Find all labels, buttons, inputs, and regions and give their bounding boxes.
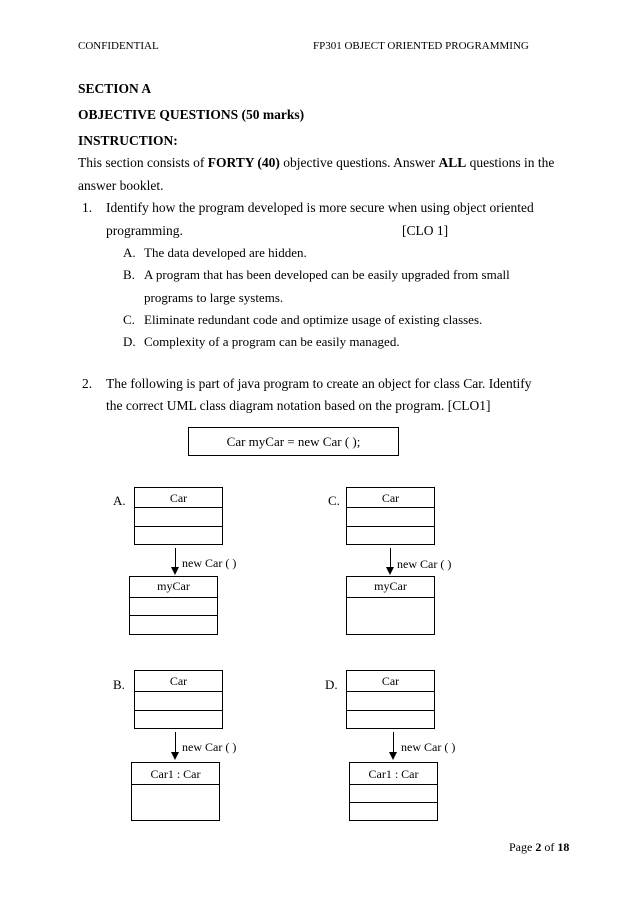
diagram-b-arrow: [175, 732, 176, 753]
diagram-b-class-name: Car: [135, 671, 222, 692]
diagram-b-arrow-label: new Car ( ): [182, 740, 237, 754]
section-title: SECTION A: [78, 81, 152, 96]
diagram-a-object-box: [129, 576, 218, 635]
diagram-a-attributes: [135, 508, 222, 527]
diagram-b-object-body: [132, 785, 219, 820]
diagram-b-attributes: [135, 692, 222, 711]
q2-number: 2.: [82, 376, 93, 391]
q2-text-line2: the correct UML class diagram notation based on the program. [CLO1]: [106, 398, 491, 413]
diagram-c-class-box: [346, 487, 435, 545]
diagram-d-object-name: Car1 : Car: [350, 763, 437, 785]
q1-text-line2: programming.: [106, 223, 183, 238]
q1-option-b-text-line2: programs to large systems.: [144, 290, 284, 305]
diagram-d-arrow-label: new Car ( ): [401, 740, 456, 754]
diagram-a-class-box: [134, 487, 223, 545]
diagram-c-letter: C.: [328, 493, 340, 508]
diagram-a-methods: [135, 527, 222, 544]
instruction-heading: INSTRUCTION:: [78, 133, 178, 148]
diagram-c-methods: [347, 527, 434, 544]
diagram-a-class-name: Car: [135, 488, 222, 508]
diagram-a-arrow: [175, 548, 176, 568]
q2-text-line1: The following is part of java program to create an object for class Car. Identify: [106, 376, 532, 391]
diagram-c-class-name: Car: [347, 488, 434, 508]
q1-option-d-text: Complexity of a program can be easily managed.: [144, 334, 400, 349]
diagram-d-class-box: [346, 670, 435, 729]
diagram-b-class-box: [134, 670, 223, 729]
q1-option-b-text: A program that has been developed can be easily upgraded from small: [144, 267, 510, 282]
diagram-b-methods: [135, 711, 222, 728]
q1-option-c-text: Eliminate redundant code and optimize usage of existing classes.: [144, 312, 483, 327]
diagram-d-attributes: [347, 692, 434, 711]
q1-option-d-letter: D.: [123, 334, 136, 349]
diagram-c-object-body: [347, 598, 434, 634]
diagram-d-object-methods: [350, 803, 437, 820]
diagram-d-object-attrs: [350, 785, 437, 803]
diagram-c-object-box: [346, 576, 435, 635]
diagram-d-class-name: Car: [347, 671, 434, 692]
diagram-c-attributes: [347, 508, 434, 527]
diagram-d-object-box: [349, 762, 438, 821]
header-left: CONFIDENTIAL: [78, 40, 159, 52]
diagram-a-object-methods: [130, 616, 217, 634]
code-snippet-box: Car myCar = new Car ( );: [188, 427, 399, 456]
header-right: FP301 OBJECT ORIENTED PROGRAMMING: [313, 40, 529, 52]
diagram-c-arrow: [390, 548, 391, 568]
q1-number: 1.: [82, 200, 93, 215]
diagram-c-arrow-label: new Car ( ): [397, 557, 452, 571]
instruction-text: This section consists of FORTY (40) objective questions. Answer ALL questions in the: [78, 155, 555, 170]
diagram-b-letter: B.: [113, 677, 125, 692]
q1-clo: [CLO 1]: [402, 223, 449, 238]
q1-option-a-letter: A.: [123, 245, 136, 260]
diagram-d-arrow: [393, 732, 394, 753]
diagram-a-object-name: myCar: [130, 577, 217, 598]
q1-option-a-text: The data developed are hidden.: [144, 245, 307, 260]
q1-option-c-letter: C.: [123, 312, 135, 327]
diagram-d-methods: [347, 711, 434, 728]
section-subtitle: OBJECTIVE QUESTIONS (50 marks): [78, 107, 305, 122]
diagram-b-object-box: [131, 762, 220, 821]
diagram-d-letter: D.: [325, 677, 338, 692]
instruction-text-line2: answer booklet.: [78, 178, 164, 193]
diagram-b-object-name: Car1 : Car: [132, 763, 219, 785]
diagram-a-letter: A.: [113, 493, 126, 508]
page-number: Page 2 of 18: [509, 840, 570, 854]
diagram-c-object-name: myCar: [347, 577, 434, 598]
diagram-a-arrow-label: new Car ( ): [182, 556, 237, 570]
q1-option-b-letter: B.: [123, 267, 135, 282]
q1-text-line1: Identify how the program developed is more secure when using object oriented: [106, 200, 534, 215]
diagram-a-object-attrs: [130, 598, 217, 616]
